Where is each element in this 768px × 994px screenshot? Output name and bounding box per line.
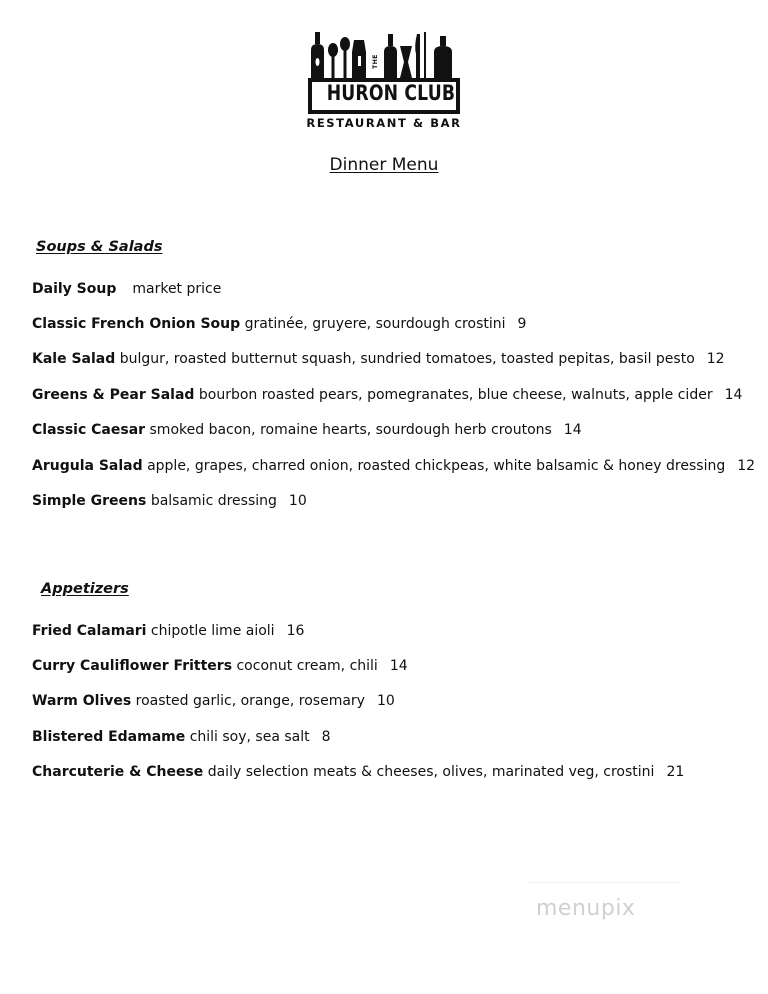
- item-description: apple, grapes, charred onion, roasted chickpeas, white balsamic & honey dressing: [147, 458, 726, 474]
- watermark: menupix: [536, 896, 636, 921]
- item-price: 14: [389, 658, 408, 674]
- item-description: chipotle lime aioli: [150, 623, 275, 639]
- menu-item: [32, 492, 307, 510]
- menu-item: [32, 728, 331, 746]
- item-description: bourbon roasted pears, pomegranates, blue cheese, walnuts, apple cider: [198, 387, 713, 403]
- item-price: 16: [286, 623, 305, 639]
- menu-item: [32, 315, 526, 333]
- menu-item: [32, 457, 755, 475]
- watermark-divider: [530, 882, 682, 889]
- jigger-icon: [400, 46, 412, 78]
- item-description: balsamic dressing: [150, 493, 277, 509]
- logo-the-text: THE: [371, 54, 379, 69]
- menu-item: [32, 657, 408, 675]
- item-price: 10: [288, 493, 307, 509]
- item-name: Daily Soup: [32, 281, 117, 297]
- section-title-soups-salads: Soups & Salads: [36, 239, 163, 255]
- item-price: 12: [706, 351, 725, 367]
- knife-icon: [415, 34, 420, 78]
- menu-item: [32, 763, 684, 781]
- item-name: Classic Caesar: [32, 422, 146, 438]
- item-price: 9: [517, 316, 527, 332]
- menu-item: [32, 386, 742, 404]
- item-name: Arugula Salad: [32, 458, 143, 474]
- item-description: smoked bacon, romaine hearts, sourdough herb croutons: [149, 422, 552, 438]
- item-description: coconut cream, chili: [236, 658, 378, 674]
- bottle-right-icon: [434, 46, 452, 78]
- item-name: Classic French Onion Soup: [32, 316, 241, 332]
- item-price: 21: [666, 764, 685, 780]
- item-name: Simple Greens: [32, 493, 147, 509]
- logo-name-text: HURON CLUB: [326, 81, 456, 105]
- item-name: Blistered Edamame: [32, 729, 186, 745]
- item-name: Fried Calamari: [32, 623, 147, 639]
- bottle-neck: [315, 32, 320, 44]
- item-description: chili soy, sea salt: [189, 729, 310, 745]
- menu-item: [32, 622, 304, 640]
- item-name: Curry Cauliflower Fritters: [32, 658, 233, 674]
- menu-item: [32, 692, 395, 710]
- menu-title: Dinner Menu: [329, 155, 439, 175]
- liquor-bottle-icon: [384, 46, 397, 78]
- item-name: Kale Salad: [32, 351, 116, 367]
- item-price: 8: [321, 729, 331, 745]
- item-name: Greens & Pear Salad: [32, 387, 195, 403]
- menu-item: [32, 350, 725, 368]
- item-price: 12: [737, 458, 756, 474]
- menu-item: [32, 421, 582, 439]
- logo-subtitle: RESTAURANT & BAR: [306, 116, 462, 130]
- ladle-icon: [340, 37, 350, 51]
- item-name: Charcuterie & Cheese: [32, 764, 204, 780]
- bottle-neck: [388, 34, 393, 46]
- item-name: Warm Olives: [32, 693, 132, 709]
- menu-item: [32, 280, 221, 298]
- item-description: gratinée, gruyere, sourdough crostini: [244, 316, 506, 332]
- section-title-appetizers: Appetizers: [41, 581, 129, 597]
- item-price: 14: [563, 422, 582, 438]
- item-description: market price: [132, 281, 222, 297]
- item-description: roasted garlic, orange, rosemary: [135, 693, 365, 709]
- restaurant-logo: [306, 30, 462, 134]
- item-price: 14: [724, 387, 743, 403]
- spoon-icon: [328, 43, 338, 57]
- item-description: daily selection meats & cheeses, olives, marinated veg, crostini: [207, 764, 655, 780]
- bottle-neck: [440, 36, 446, 46]
- item-description: bulgur, roasted butternut squash, sundried tomatoes, toasted pepitas, basil pesto: [119, 351, 695, 367]
- item-price: 10: [376, 693, 395, 709]
- straw-icon: [424, 32, 426, 78]
